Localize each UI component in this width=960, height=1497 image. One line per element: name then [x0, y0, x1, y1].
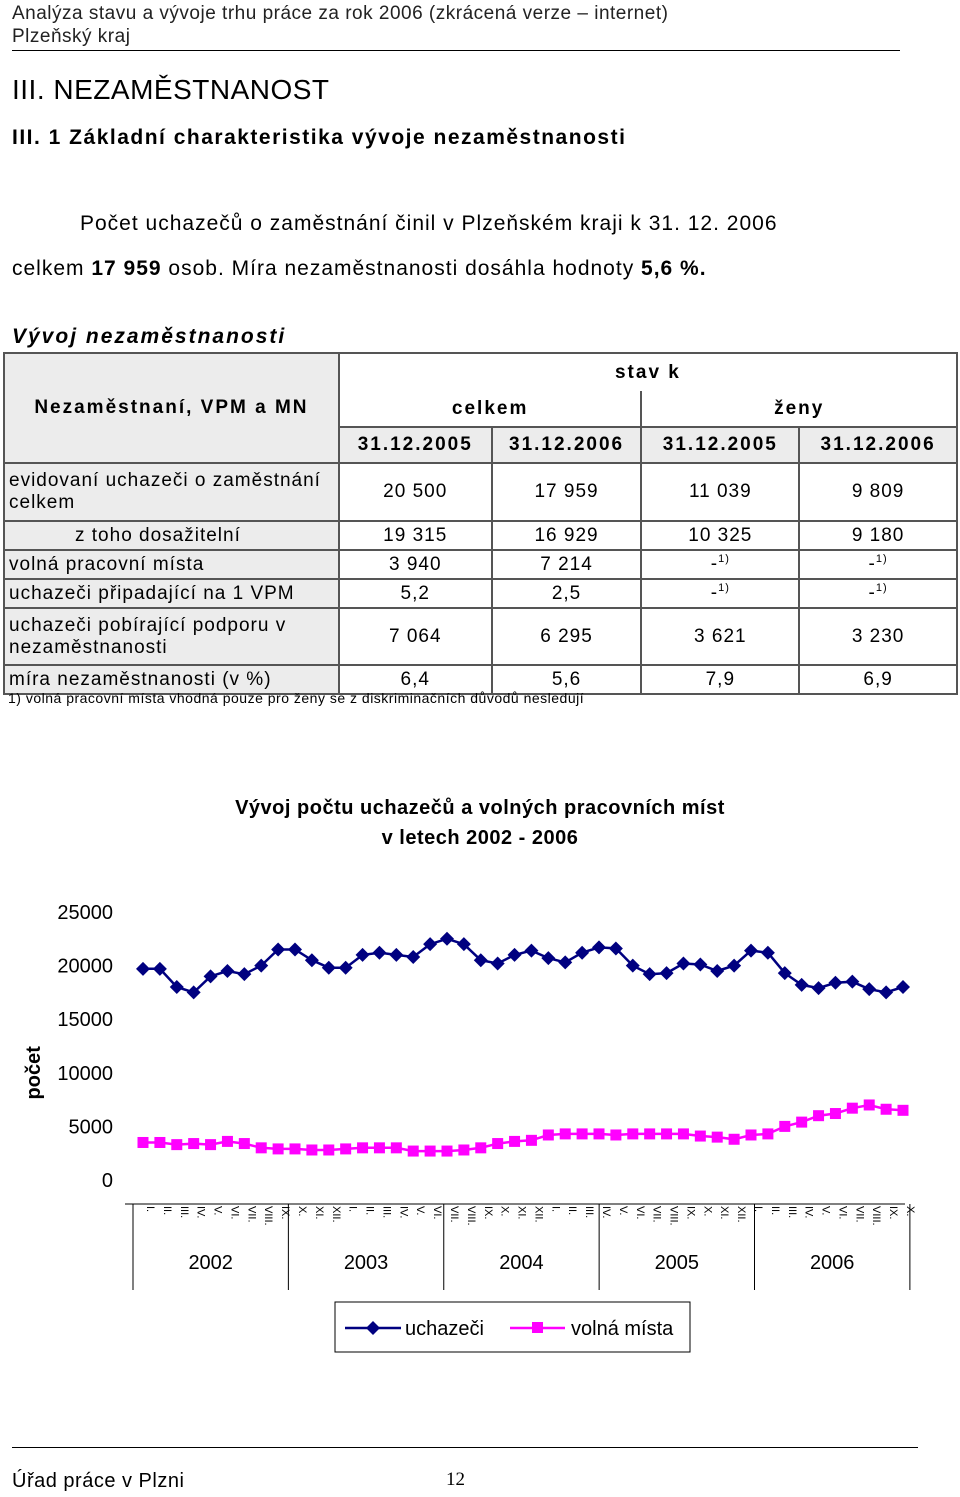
data-point-uchazeci: [896, 980, 910, 994]
header-line-1: Analýza stavu a vývoje trhu práce za rok 2006 (zkrácená verze – internet): [12, 3, 669, 24]
y-tick-label: 15000: [57, 1009, 113, 1032]
chart-title-line-2: v letech 2002 - 2006: [381, 827, 579, 849]
paragraph-line-2: celkem 17 959 osob. Míra nezaměstnanosti dosáhla hodnoty 5,6 %.: [12, 257, 707, 280]
month-tick-label: IX.: [279, 1206, 292, 1220]
data-point-volna-mista: [306, 1144, 317, 1155]
month-tick-label: XII.: [532, 1206, 545, 1223]
subgroup-header-zeny: ženy: [641, 391, 957, 427]
row-label: z toho dosažitelní: [4, 521, 339, 550]
cell: 9 180: [799, 521, 957, 550]
cell: -$^{1)}$: [799, 579, 957, 608]
row-label: evidovaní uchazeči o zaměstnání celkem: [4, 463, 339, 521]
data-point-volna-mista: [898, 1105, 909, 1116]
table-footnote: 1) volná pracovní místa vhodná pouze pro ženy se z diskriminačních důvodů nesledují: [8, 690, 585, 706]
data-point-uchazeci: [288, 943, 302, 957]
data-point-volna-mista: [729, 1134, 740, 1145]
cell: 6 295: [492, 608, 642, 665]
year-label: 2002: [188, 1252, 233, 1274]
legend-marker-volna-mista: [532, 1322, 543, 1333]
data-point-volna-mista: [594, 1128, 605, 1139]
group-header: stav k: [339, 353, 957, 391]
row-label: uchazeči připadající na 1 VPM: [4, 579, 339, 608]
data-point-uchazeci: [322, 961, 336, 975]
data-point-uchazeci: [879, 985, 893, 999]
date-header: 31.12.2006: [799, 427, 957, 463]
month-tick-label: IX.: [684, 1206, 697, 1220]
data-point-volna-mista: [188, 1138, 199, 1149]
month-tick-label: V.: [211, 1206, 224, 1216]
cell: 6,9: [799, 665, 957, 694]
month-tick-label: X.: [904, 1206, 916, 1217]
data-point-volna-mista: [762, 1128, 773, 1139]
data-point-uchazeci: [812, 981, 826, 995]
header-line-2: Plzeňský kraj: [12, 26, 131, 47]
month-tick-label: III.: [177, 1206, 190, 1219]
month-tick-label: VI.: [633, 1206, 646, 1220]
data-point-volna-mista: [813, 1110, 824, 1121]
month-tick-label: IX.: [481, 1206, 494, 1220]
month-tick-label: VIII.: [870, 1206, 883, 1226]
cell: 6,4: [339, 665, 492, 694]
y-tick-label: 5000: [68, 1116, 113, 1139]
data-point-volna-mista: [222, 1136, 233, 1147]
data-point-volna-mista: [239, 1138, 250, 1149]
cell: 7,9: [641, 665, 799, 694]
month-tick-label: XII.: [329, 1206, 342, 1223]
table-row: [4, 608, 957, 665]
data-point-volna-mista: [425, 1146, 436, 1157]
table-row: [4, 463, 957, 521]
year-label: 2004: [499, 1252, 544, 1274]
month-tick-label: IV.: [802, 1206, 815, 1219]
month-tick-label: IV.: [600, 1206, 612, 1219]
year-label: 2006: [809, 1252, 855, 1274]
cell: 2,5: [492, 579, 642, 608]
data-point-volna-mista: [290, 1143, 301, 1154]
month-tick-label: I.: [144, 1206, 156, 1213]
date-header: 31.12.2006: [492, 427, 642, 463]
cell: 17 959: [492, 463, 642, 521]
data-point-volna-mista: [458, 1144, 469, 1155]
row-label: míra nezaměstnanosti (v %): [4, 665, 339, 694]
data-point-volna-mista: [830, 1108, 841, 1119]
cell: -$^{1)}$: [641, 579, 799, 608]
data-point-volna-mista: [610, 1129, 621, 1140]
month-tick-label: IV.: [397, 1206, 410, 1219]
data-point-volna-mista: [560, 1128, 571, 1139]
total-count: 17 959: [91, 257, 162, 280]
month-tick-label: V.: [616, 1206, 629, 1216]
subgroup-header-celkem: celkem: [339, 391, 642, 427]
month-tick-label: VI.: [836, 1206, 849, 1220]
month-tick-label: I.: [549, 1206, 562, 1213]
cell: 19 315: [339, 521, 492, 550]
legend-label-uchazeci: uchazeči: [405, 1318, 484, 1340]
line-chart: [0, 880, 960, 1360]
data-point-volna-mista: [644, 1128, 655, 1139]
data-point-volna-mista: [340, 1143, 351, 1154]
data-point-uchazeci: [136, 962, 150, 976]
month-tick-label: X.: [296, 1206, 308, 1217]
data-point-uchazeci: [660, 966, 674, 980]
data-point-volna-mista: [864, 1099, 875, 1110]
data-point-volna-mista: [205, 1139, 216, 1150]
chart-title-line-1: Vývoj počtu uchazečů a volných pracovních míst: [235, 797, 725, 819]
data-point-volna-mista: [695, 1131, 706, 1142]
data-point-volna-mista: [171, 1139, 182, 1150]
table-row: [4, 550, 957, 579]
cell: 9 809: [799, 463, 957, 521]
cell: 7 214: [492, 550, 642, 579]
cell: 16 929: [492, 521, 642, 550]
data-point-volna-mista: [796, 1117, 807, 1128]
month-tick-label: V.: [819, 1206, 832, 1216]
data-point-uchazeci: [592, 940, 606, 954]
month-tick-label: VII.: [448, 1206, 460, 1223]
data-point-uchazeci: [237, 967, 251, 981]
data-point-volna-mista: [492, 1138, 503, 1149]
month-tick-label: XI.: [718, 1206, 731, 1220]
y-tick-label: 25000: [57, 902, 113, 924]
month-tick-label: III.: [583, 1206, 596, 1219]
data-point-volna-mista: [627, 1128, 638, 1139]
year-label: 2005: [654, 1252, 700, 1274]
y-tick-label: 0: [101, 1170, 113, 1192]
row-label: uchazeči pobírající podporu v nezaměstnanosti: [4, 608, 339, 665]
data-point-volna-mista: [391, 1142, 402, 1153]
month-tick-label: VIII.: [464, 1206, 477, 1226]
data-point-volna-mista: [543, 1129, 554, 1140]
month-tick-label: VIII.: [667, 1206, 680, 1226]
data-point-volna-mista: [475, 1142, 486, 1153]
y-axis-label: počet: [23, 1046, 45, 1100]
cell: 7 064: [339, 608, 492, 665]
data-point-volna-mista: [881, 1104, 892, 1115]
data-point-volna-mista: [678, 1128, 689, 1139]
section-title: III. NEZAMĚSTNANOST: [12, 74, 330, 105]
month-tick-label: VII.: [245, 1206, 258, 1223]
month-tick-label: III.: [380, 1206, 393, 1219]
paragraph-line-1: Počet uchazečů o zaměstnání činil v Plzeňském kraji k 31. 12. 2006: [80, 212, 778, 235]
data-point-uchazeci: [693, 958, 707, 972]
month-tick-label: XI.: [515, 1206, 528, 1220]
cell: 5,2: [339, 579, 492, 608]
month-tick-label: VI.: [431, 1206, 444, 1220]
data-point-uchazeci: [575, 946, 589, 960]
date-header: 31.12.2005: [641, 427, 799, 463]
month-tick-label: V.: [414, 1206, 427, 1216]
legend-label-volna-mista: volná místa: [571, 1318, 674, 1340]
month-tick-label: XI.: [312, 1206, 325, 1220]
month-tick-label: II.: [160, 1206, 173, 1216]
cell: 11 039: [641, 463, 799, 521]
data-point-volna-mista: [408, 1146, 419, 1157]
subsection-title: III. 1 Základní charakteristika vývoje nezaměstnanosti: [12, 126, 627, 149]
month-tick-label: I.: [752, 1206, 764, 1213]
row-label: volná pracovní místa: [4, 550, 339, 579]
data-point-uchazeci: [372, 946, 386, 960]
year-label: 2003: [343, 1252, 389, 1274]
data-point-volna-mista: [577, 1128, 588, 1139]
data-point-uchazeci: [305, 953, 319, 967]
cell: 3 940: [339, 550, 492, 579]
data-point-volna-mista: [374, 1142, 385, 1153]
data-point-volna-mista: [847, 1103, 858, 1114]
month-tick-label: X.: [498, 1206, 511, 1217]
data-point-uchazeci: [524, 944, 538, 958]
cell: -$^{1)}$: [799, 550, 957, 579]
month-tick-label: VIII.: [262, 1206, 275, 1226]
data-point-uchazeci: [220, 964, 234, 978]
footer-divider: [12, 1447, 918, 1448]
table-corner-header: Nezaměstnaní, VPM a MN: [4, 353, 339, 463]
data-point-volna-mista: [154, 1137, 165, 1148]
data-point-uchazeci: [558, 955, 572, 969]
data-point-volna-mista: [526, 1135, 537, 1146]
data-point-uchazeci: [676, 956, 690, 970]
month-tick-label: VII.: [853, 1206, 866, 1223]
cell: 5,6: [492, 665, 642, 694]
unemployment-rate: 5,6 %.: [641, 257, 707, 280]
month-tick-label: III.: [785, 1206, 798, 1219]
data-point-volna-mista: [509, 1136, 520, 1147]
month-tick-label: IX.: [887, 1206, 900, 1220]
month-tick-label: II.: [768, 1206, 781, 1216]
unemployment-table: [3, 352, 958, 695]
data-point-uchazeci: [828, 976, 842, 990]
data-point-volna-mista: [746, 1129, 757, 1140]
data-point-uchazeci: [845, 975, 859, 989]
date-header: 31.12.2005: [339, 427, 492, 463]
data-point-volna-mista: [661, 1128, 672, 1139]
header-divider: [12, 50, 900, 51]
table-row: [4, 521, 957, 550]
data-point-uchazeci: [643, 967, 657, 981]
data-point-uchazeci: [508, 948, 522, 962]
data-point-volna-mista: [256, 1142, 267, 1153]
cell: 10 325: [641, 521, 799, 550]
data-point-volna-mista: [273, 1143, 284, 1154]
footer-office: Úřad práce v Plzni: [12, 1470, 185, 1492]
month-tick-label: IV.: [194, 1206, 207, 1219]
table-row: [4, 579, 957, 608]
data-point-uchazeci: [710, 964, 724, 978]
month-tick-label: VI.: [228, 1206, 241, 1220]
chart-title: [0, 793, 960, 853]
data-point-uchazeci: [491, 956, 505, 970]
page-number: 12: [446, 1469, 465, 1490]
data-point-volna-mista: [357, 1142, 368, 1153]
data-point-uchazeci: [440, 932, 454, 946]
cell: 20 500: [339, 463, 492, 521]
month-tick-label: X.: [701, 1206, 714, 1217]
month-tick-label: II.: [363, 1206, 376, 1216]
y-tick-label: 20000: [57, 955, 113, 978]
cell: 3 230: [799, 608, 957, 665]
month-tick-label: I.: [346, 1206, 359, 1213]
month-tick-label: II.: [566, 1206, 579, 1216]
data-point-uchazeci: [862, 982, 876, 996]
month-tick-label: VII.: [650, 1206, 663, 1223]
document-header: [12, 2, 668, 48]
data-point-uchazeci: [541, 951, 555, 965]
data-point-uchazeci: [389, 948, 403, 962]
cell: 3 621: [641, 608, 799, 665]
data-point-volna-mista: [138, 1137, 149, 1148]
month-tick-label: XII.: [735, 1206, 748, 1223]
data-point-volna-mista: [712, 1132, 723, 1143]
data-point-volna-mista: [323, 1144, 334, 1155]
data-point-volna-mista: [779, 1121, 790, 1132]
table-title: Vývoj nezaměstnanosti: [12, 325, 287, 348]
y-tick-label: 10000: [57, 1062, 113, 1085]
cell: -$^{1)}$: [641, 550, 799, 579]
data-point-volna-mista: [442, 1146, 453, 1157]
